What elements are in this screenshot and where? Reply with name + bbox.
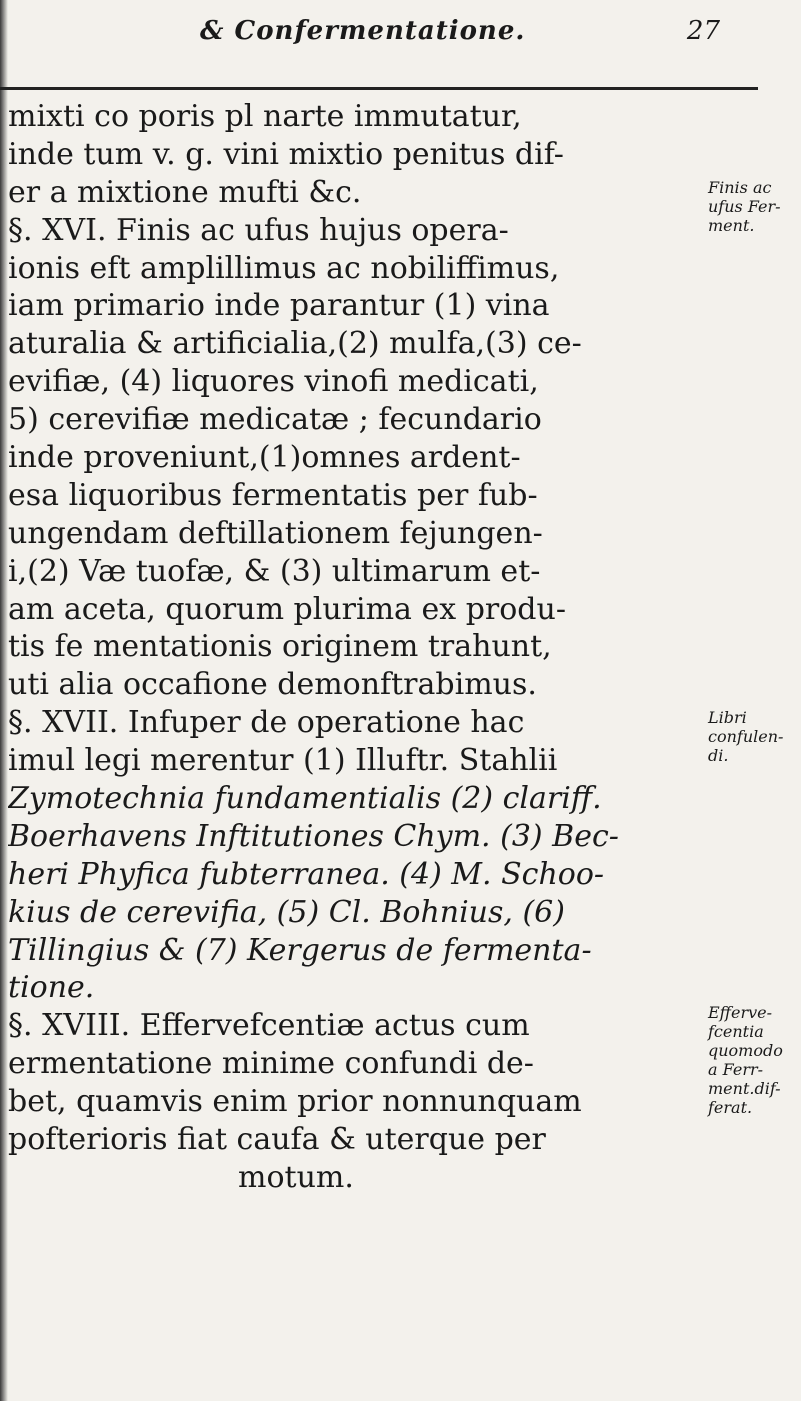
text-line: Zymotechnia fundamentialis (2) clariff. bbox=[8, 781, 602, 817]
margin-note bbox=[708, 708, 798, 765]
section-heading-line: §. XVIII. Effervefcentiæ actus cum bbox=[8, 1008, 530, 1044]
margin-note-line: Efferve- bbox=[708, 1003, 773, 1022]
margin-note-line: ment. bbox=[708, 216, 755, 235]
page-header bbox=[200, 8, 720, 48]
section-heading-line: §. XVII. Infuper de operatione hac bbox=[8, 705, 525, 741]
margin-note-line: ferat. bbox=[708, 1098, 753, 1117]
text-line: i,(2) Væ tuofæ, & (3) ultimarum et- bbox=[8, 553, 541, 589]
body-text bbox=[8, 98, 708, 1197]
text-line: ionis eft amplillimus ac nobiliffimus, bbox=[8, 250, 560, 286]
text-line: iam primario inde parantur (1) vina bbox=[8, 288, 550, 324]
section-heading-line: §. XVI. Finis ac ufus hujus opera- bbox=[8, 212, 509, 248]
text-line: tis fe mentationis originem trahunt, bbox=[8, 629, 552, 665]
text-line: uti alia occafione demonftrabimus. bbox=[8, 667, 537, 703]
text-line: mixti co poris pl narte immutatur, bbox=[8, 99, 522, 134]
text-line: pofterioris fiat caufa & uterque per bbox=[8, 1122, 546, 1158]
text-line: ermentatione minime confundi de- bbox=[8, 1046, 534, 1082]
binding-shadow bbox=[0, 0, 8, 1401]
page-number: 27 bbox=[686, 16, 720, 46]
margin-note-line: ment.dif- bbox=[708, 1079, 781, 1098]
text-line: am aceta, quorum plurima ex produ- bbox=[8, 591, 566, 627]
text-line: imul legi merentur (1) Illuftr. Stahlii bbox=[8, 743, 558, 779]
text-line: er a mixtione mufti &c. bbox=[8, 174, 362, 210]
margin-note-line: di. bbox=[708, 746, 729, 765]
text-line: kius de cerevifia, (5) Cl. Bohnius, (6) bbox=[8, 894, 565, 930]
margin-note-line: fcentia bbox=[708, 1022, 764, 1041]
text-line: esa liquoribus fermentatis per fub- bbox=[8, 477, 538, 513]
margin-note-line: confulen- bbox=[708, 727, 784, 746]
margin-note-line: quomodo bbox=[708, 1041, 783, 1060]
margin-note-line: ufus Fer- bbox=[708, 197, 781, 216]
text-line: inde proveniunt,(1)omnes ardent- bbox=[8, 440, 521, 476]
margin-note-line: Finis ac bbox=[708, 178, 772, 197]
text-line: bet, quamvis enim prior nonnunquam bbox=[8, 1084, 582, 1120]
text-line: aturalia & artificialia,(2) mulfa,(3) ce- bbox=[8, 326, 582, 362]
text-line: evifiæ, (4) liquores vinofi medicati, bbox=[8, 364, 539, 400]
text-line: motum. bbox=[238, 1159, 354, 1195]
text-line: Tillingius & (7) Kergerus de fermenta- bbox=[8, 932, 592, 968]
text-line: heri Phyfica fubterranea. (4) M. Schoo- bbox=[8, 856, 605, 892]
text-line: Boerhavens Inftitutiones Chym. (3) Bec- bbox=[8, 818, 619, 854]
margin-note bbox=[708, 178, 798, 235]
text-line: ungendam deftillationem fejungen- bbox=[8, 515, 543, 551]
margin-note bbox=[708, 1003, 798, 1117]
text-line: inde tum v. g. vini mixtio penitus dif- bbox=[8, 136, 564, 172]
margin-note-line: a Ferr- bbox=[708, 1060, 764, 1079]
header-rule bbox=[0, 87, 758, 90]
text-line: tione. bbox=[8, 970, 95, 1006]
text-line: 5) cerevifiæ medicatæ ; fecundario bbox=[8, 402, 542, 438]
margin-note-line: Libri bbox=[708, 708, 747, 727]
running-head: & Confermentatione. bbox=[200, 16, 526, 46]
